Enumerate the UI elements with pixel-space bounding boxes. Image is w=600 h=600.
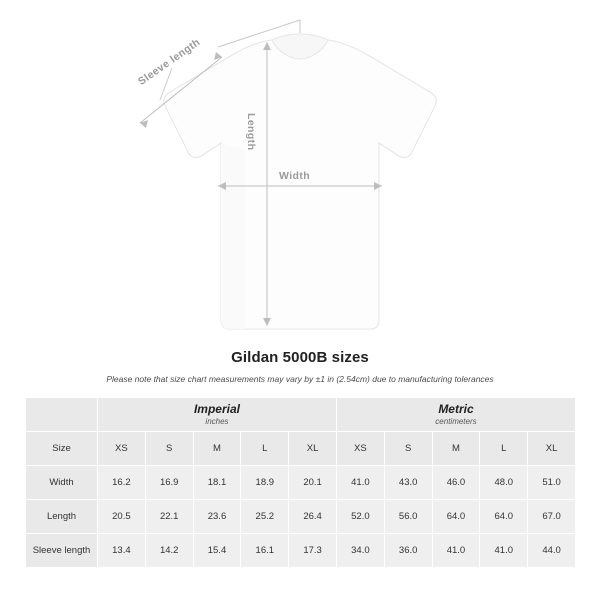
table-row xyxy=(26,466,576,500)
table-group-header-row xyxy=(26,398,576,432)
length-label: Length xyxy=(245,113,257,151)
imperial-unit: inches xyxy=(205,416,229,426)
group-header-spacer xyxy=(26,398,98,432)
header-imperial-xs: XS xyxy=(98,432,146,466)
metric-unit: centimeters xyxy=(435,416,477,426)
header-metric-xs: XS xyxy=(336,432,384,466)
table-row xyxy=(26,500,576,534)
header-metric-xl: XL xyxy=(528,432,576,466)
page-title: Gildan 5000B sizes xyxy=(231,349,369,366)
cell-sleeve-metric-s: 36.0 xyxy=(384,534,432,568)
metric-title: Metric xyxy=(438,401,474,416)
cell-width-metric-xs: 41.0 xyxy=(336,466,384,500)
cell-width-metric-s: 43.0 xyxy=(384,466,432,500)
cell-width-imperial-xs: 16.2 xyxy=(98,466,146,500)
tolerance-note: Please note that size chart measurements may vary by ±1 in (2.54cm) due to manufacturing tolerances xyxy=(106,374,494,384)
cell-width-metric-m: 46.0 xyxy=(432,466,480,500)
header-imperial-xl: XL xyxy=(289,432,337,466)
group-header-imperial xyxy=(98,398,337,432)
cell-length-imperial-m: 23.6 xyxy=(193,500,241,534)
table-header-row xyxy=(26,432,576,466)
header-metric-s: S xyxy=(384,432,432,466)
width-label: Width xyxy=(279,170,311,182)
cell-length-metric-xl: 67.0 xyxy=(528,500,576,534)
cell-width-metric-xl: 51.0 xyxy=(528,466,576,500)
cell-length-metric-l: 64.0 xyxy=(480,500,528,534)
cell-sleeve-imperial-xs: 13.4 xyxy=(98,534,146,568)
cell-length-metric-s: 56.0 xyxy=(384,500,432,534)
cell-width-imperial-l: 18.9 xyxy=(241,466,289,500)
size-chart-table-wrap xyxy=(25,397,575,568)
cell-sleeve-metric-xl: 44.0 xyxy=(528,534,576,568)
cell-length-imperial-xs: 20.5 xyxy=(98,500,146,534)
size-chart-table xyxy=(25,397,576,568)
header-metric-m: M xyxy=(432,432,480,466)
row-label-length: Length xyxy=(26,500,98,534)
cell-length-metric-xs: 52.0 xyxy=(336,500,384,534)
cell-length-imperial-s: 22.1 xyxy=(145,500,193,534)
row-label-width: Width xyxy=(26,466,98,500)
header-size: Size xyxy=(26,432,98,466)
group-header-metric xyxy=(336,398,575,432)
cell-sleeve-imperial-m: 15.4 xyxy=(193,534,241,568)
cell-length-metric-m: 64.0 xyxy=(432,500,480,534)
cell-width-imperial-xl: 20.1 xyxy=(289,466,337,500)
cell-length-imperial-l: 25.2 xyxy=(241,500,289,534)
header-metric-l: L xyxy=(480,432,528,466)
row-label-sleeve-length: Sleeve length xyxy=(26,534,98,568)
imperial-title: Imperial xyxy=(193,401,240,416)
cell-width-imperial-s: 16.9 xyxy=(145,466,193,500)
cell-sleeve-metric-xs: 34.0 xyxy=(336,534,384,568)
cell-width-imperial-m: 18.1 xyxy=(193,466,241,500)
cell-sleeve-imperial-l: 16.1 xyxy=(241,534,289,568)
header-imperial-m: M xyxy=(193,432,241,466)
cell-length-imperial-xl: 26.4 xyxy=(289,500,337,534)
cell-sleeve-imperial-s: 14.2 xyxy=(145,534,193,568)
cell-sleeve-metric-l: 41.0 xyxy=(480,534,528,568)
header-imperial-l: L xyxy=(241,432,289,466)
cell-sleeve-imperial-xl: 17.3 xyxy=(289,534,337,568)
cell-sleeve-metric-m: 41.0 xyxy=(432,534,480,568)
title-block xyxy=(0,349,600,384)
sleeve-length-label: Sleeve length xyxy=(136,36,203,88)
table-row xyxy=(26,534,576,568)
header-imperial-s: S xyxy=(145,432,193,466)
cell-width-metric-l: 48.0 xyxy=(480,466,528,500)
